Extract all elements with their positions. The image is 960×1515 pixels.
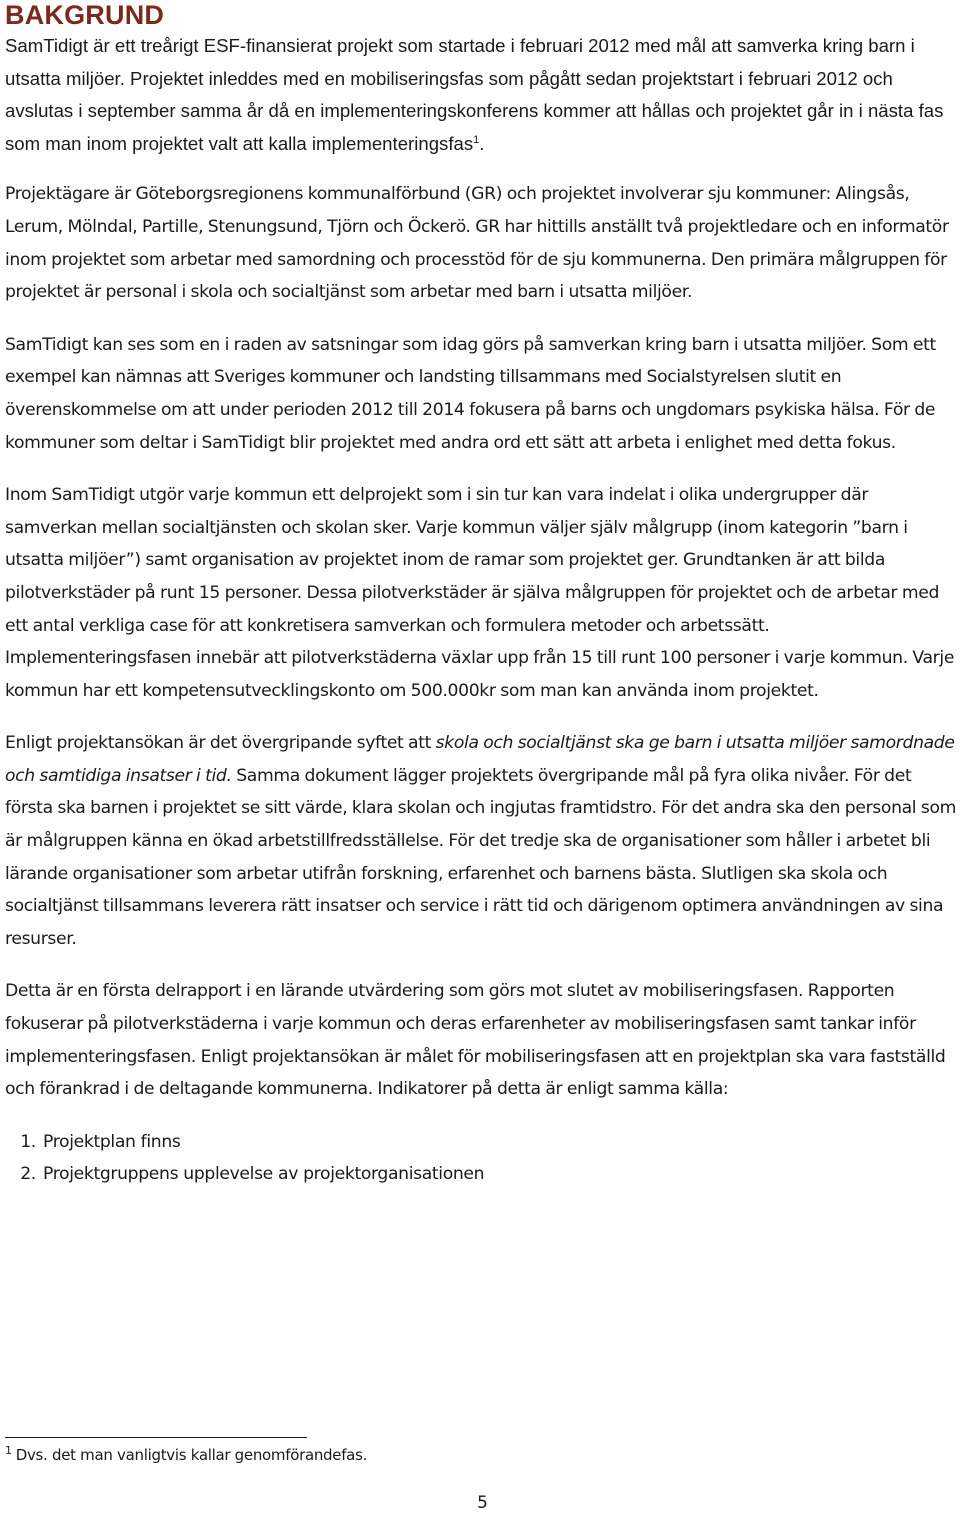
paragraph-report: Detta är en första delrapport i en lärande utvärdering som görs mot slutet av mobiliseringsfasen. Rapporten fokuserar på pilotverkstäderna i varje kommun och deras erfarenheter av mobiliseringsfasen samt tankar inför implementeringsfasen. Enligt projektansökan är målet för mobiliseringsfasen att en projektplan ska vara fastställd och förankrad i de deltagande kommunerna. Indikatorer på detta är enligt samma källa: <box>5 981 946 1100</box>
footnote-text: Dvs. det man vanligtvis kallar genomförandefas. <box>15 1446 368 1464</box>
footnote-reference[interactable]: 1 <box>473 133 480 146</box>
indicator-list <box>5 1126 957 1191</box>
section-heading: BAKGRUND <box>5 0 165 30</box>
page-number: 5 <box>477 1493 488 1513</box>
paragraph-goals <box>5 727 957 955</box>
footnote-marker: 1 <box>5 1444 12 1457</box>
document-page <box>5 0 957 1191</box>
paragraph-goals-purpose: skola och socialtjänst ska ge barn i utsatta miljöer samordnade och samtidiga insatser i tid. <box>5 733 955 786</box>
paragraph-intro-end: . <box>479 132 485 154</box>
paragraph-goals-rest: Samma dokument lägger projektets övergripande mål på fyra olika nivåer. För det första ska barnen i projektet se sitt värde, klara skolan och ingjutas framtidstro. För det andra ska den personal som är målgruppen känna en ökad arbetstillfredsställelse. För det tredje ska de organisationer som håller i arbetet bli lärande organisationer som arbetar utifrån forskning, erfarenhet och barnens bästa. Slutligen ska skola och socialtjänst tillsammans leverera rätt insatser och service i rätt tid och därigenom optimera användningen av sina resurser. <box>5 765 957 949</box>
paragraph-goals-start: Enligt projektansökan är det övergripande syftet att <box>5 733 436 754</box>
paragraph-context: SamTidigt kan ses som en i raden av satsningar som idag görs på samverkan kring barn i utsatta miljöer. Som ett exempel kan nämnas att Sveriges kommuner och landsting tillsammans med Socialstyrelsen slutit en överenskommelse om att under perioden 2012 till 2014 fokusera på barns och ungdomars psykiska hälsa. För de kommuner som deltar i SamTidigt blir projektet med andra ord ett sätt att arbeta i enlighet med detta fokus. <box>5 334 936 453</box>
list-item: 1. Projektplan finns <box>41 1126 957 1159</box>
paragraph-intro-text: SamTidigt är ett treårigt ESF-finansierat projekt som startade i februari 2012 med mål att samverka kring barn i utsatta miljöer. Projektet inleddes med en mobiliseringsfas som pågått sedan projektstart i februari 2012 och avslutas i september samma år då en implementeringskonferens kommer att hållas och projektet går in i nästa fas som man inom projektet valt att kalla implementeringsfas <box>5 35 944 154</box>
paragraph-intro <box>5 30 957 160</box>
footnote <box>5 1446 367 1464</box>
paragraph-project-owner: Projektägare är Göteborgsregionens kommunalförbund (GR) och projektet involverar sju kommuner: Alingsås, Lerum, Mölndal, Partille, Stenungsund, Tjörn och Öckerö. GR har hittills anställt två projektledare och en informatör inom projektet som arbetar med samordning och processtöd för de sju kommunerna. Den primära målgruppen för projektet är personal i skola och socialtjänst som arbetar med barn i utsatta miljöer. <box>5 184 949 303</box>
footnote-separator <box>5 1437 307 1438</box>
paragraph-subprojects: Inom SamTidigt utgör varje kommun ett delprojekt som i sin tur kan vara indelat i olika undergrupper där samverkan mellan socialtjänsten och skolan sker. Varje kommun väljer själv målgrupp (inom kategorin ”barn i utsatta miljöer”) samt organisation av projektet inom de ramar som projektet ger. Grundtanken är att bilda pilotverkstäder på runt 15 personer. Dessa pilotverkstäder är själva målgruppen för projektet och de arbetar med ett antal verkliga case för att konkretisera samverkan och formulera metoder och arbetssätt. Implementeringsfasen innebär att pilotverkstäderna växlar upp från 15 till runt 100 personer i varje kommun. Varje kommun har ett kompetensutvecklingskonto om 500.000kr som man kan använda inom projektet. <box>5 485 955 701</box>
list-item: 2. Projektgruppens upplevelse av projektorganisationen <box>41 1158 957 1191</box>
